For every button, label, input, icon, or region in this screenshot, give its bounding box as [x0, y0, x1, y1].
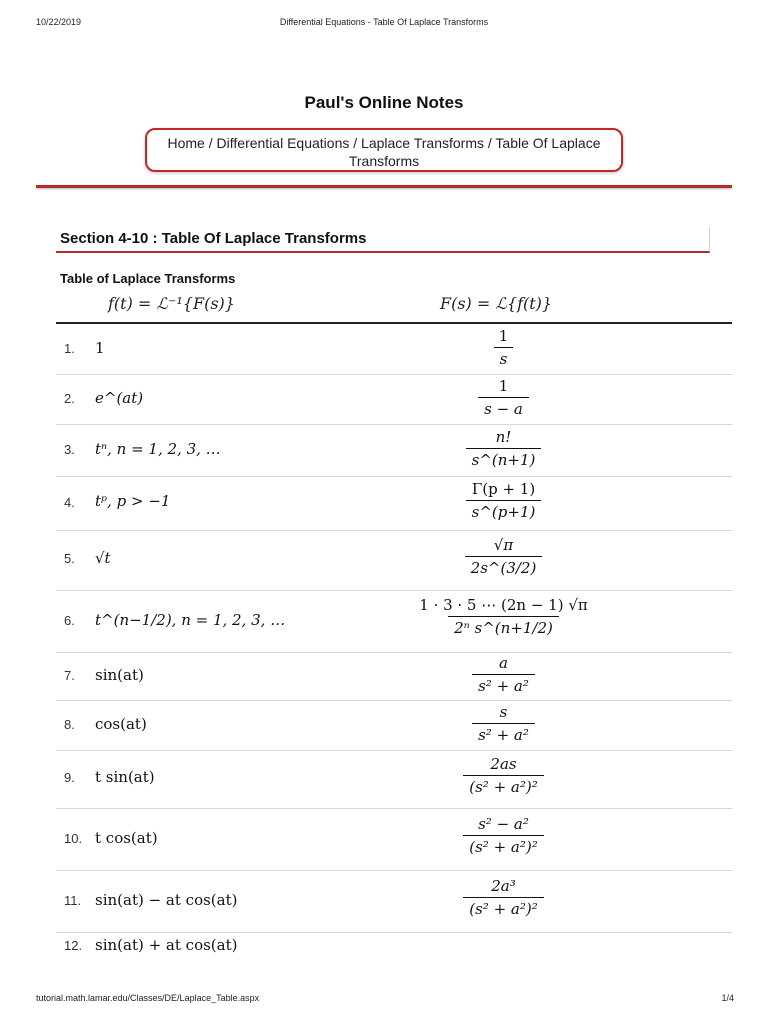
table-row: 8. cos(at) $\frac{s}{\text{s² + a²}}$ — [56, 700, 732, 751]
table-row: 9. t sin(at) $\frac{2as}{\text{(s² + a²)²}}$ — [56, 750, 732, 809]
table-row: 12. sin(at) + at cos(at) — [64, 936, 238, 954]
site-title[interactable]: Paul's Online Notes — [304, 93, 464, 112]
print-date: 10/22/2019 — [36, 17, 82, 27]
table-row: 2. e^(at) $\frac{1}{s - a}$ — [56, 374, 732, 425]
table-row: 6. t^(n−1/2), n = 1, 2, 3, … $\frac{1 \cdot 3 \cdot 5 \cdots (2n - 1) √\pi}{\text{2ⁿ s\textasciicircum{}(n+1/2)}}$ — [56, 590, 732, 653]
print-page-title: Differential Equations - Table Of Laplace Transforms — [279, 17, 489, 27]
table-row: 4. tᵖ, p > −1 $\frac{\Gamma(p + 1)}{s\^{}(p+1)}$ — [56, 476, 732, 531]
breadcrumb-home[interactable]: Home — [167, 135, 205, 151]
footer-url[interactable]: tutorial.math.lamar.edu/Classes/DE/Laplace_Table.aspx — [36, 993, 260, 1003]
table-row: 7. sin(at) $\frac{a}{\text{s² + a²}}$ — [56, 652, 732, 701]
section-edge — [709, 228, 710, 252]
column-header-ft: f(t) = ℒ⁻¹{F(s)} — [108, 294, 235, 313]
page-number: 1/4 — [721, 993, 734, 1003]
table-row: 1. 1 $\frac{1}{s}$ — [56, 324, 732, 375]
table-row: 5. √t $\frac{√\pi}{2s\^{}(3/2)}$ — [56, 530, 732, 591]
table-row: 10. t cos(at) $\frac{\text{s² − a²}}{\text{(s² + a²)²}}$ — [56, 808, 732, 871]
breadcrumb: Home / Differential Equations / Laplace Transforms / Table Of Laplace Transforms — [145, 128, 623, 172]
table-row: 3. tⁿ, n = 1, 2, 3, … $\frac{n!}{s\^{}(n+1)}$ — [56, 424, 732, 477]
breadcrumb-laplace-transforms[interactable]: Laplace Transforms — [361, 135, 484, 151]
section-underline — [56, 251, 710, 253]
table-caption: Table of Laplace Transforms — [60, 271, 236, 286]
breadcrumb-differential-equations[interactable]: Differential Equations — [216, 135, 350, 151]
section-title: Section 4-10 : Table Of Laplace Transforms — [60, 230, 367, 247]
table-row: 11. sin(at) − at cos(at) $\frac{\text{2a³}}{\text{(s² + a²)²}}$ — [56, 870, 732, 933]
breadcrumb-current: Table Of Laplace Transforms — [348, 135, 601, 169]
column-header-Fs: F(s) = ℒ{f(t)} — [440, 294, 553, 313]
header-divider — [36, 185, 732, 188]
